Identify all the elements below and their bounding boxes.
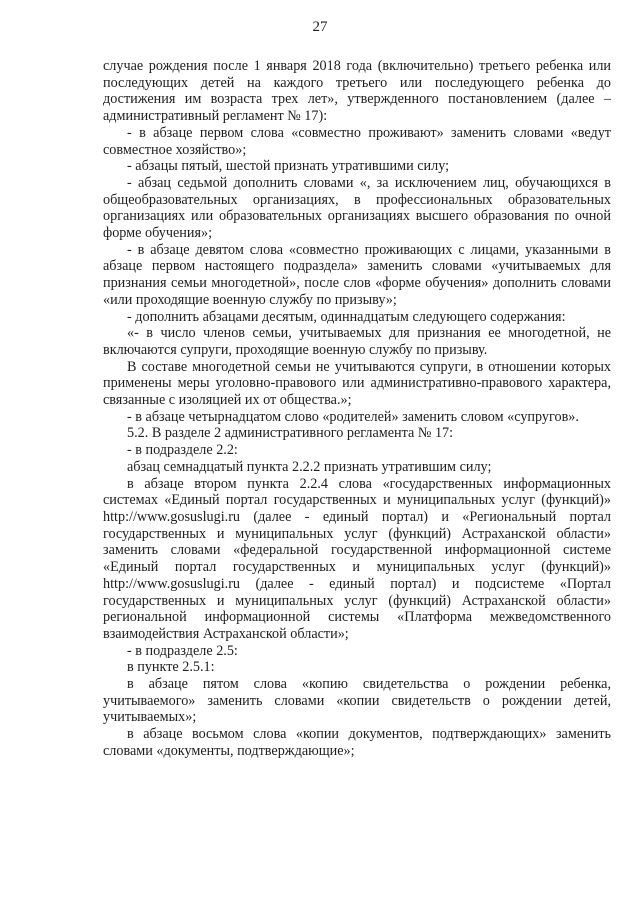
paragraph: в абзаце пятом слова «копию свидетельства о рождении ребенка, учитываемого» заменить словами «копии свидетельств о рождении детей, учитываемых»;: [103, 676, 611, 726]
paragraph: - в подразделе 2.2:: [127, 442, 238, 459]
paragraph: абзац семнадцатый пункта 2.2.2 признать утратившим силу;: [127, 458, 492, 475]
paragraph: «- в число членов семьи, учитываемых для признания ее многодетной, не включаются супруги, проходящие военную службу по призыву.: [103, 325, 611, 358]
paragraph: - в абзаце четырнадцатом слово «родителей» заменить словом «супругов».: [127, 408, 579, 425]
page-number: 27: [312, 19, 328, 35]
document-body: [103, 58, 611, 760]
section-heading: 5.2. В разделе 2 административного регламента № 17:: [127, 425, 454, 442]
paragraph: случае рождения после 1 января 2018 года (включительно) третьего ребенка или последующих детей на каждого третьего или последующего ребенка до достижения им возраста трех лет», утвержденного постановлением (далее – административный регламент № 17):: [103, 58, 611, 125]
paragraph: в абзаце восьмом слова «копии документов, подтверждающих» заменить словами «документы, подтверждающие»;: [103, 726, 611, 759]
paragraph: в пункте 2.5.1:: [127, 659, 215, 676]
paragraph: - абзац седьмой дополнить словами «, за исключением лиц, обучающихся в общеобразовательных организациях, в профессиональных образовательных организациях или образовательных организациях высшего образования по очной форме обучения»;: [103, 174, 611, 242]
paragraph: - дополнить абзацами десятым, одиннадцатым следующего содержания:: [127, 308, 566, 325]
paragraph: - абзацы пятый, шестой признать утратившими силу;: [127, 158, 450, 175]
paragraph: В составе многодетной семьи не учитываются супруги, в отношении которых применены меры уголовно-правового или административно-правового характера, связанные с изоляцией их от общества.»;: [103, 358, 611, 409]
paragraph: - в абзаце первом слова «совместно проживают» заменить словами «ведут совместное хозяйство»;: [103, 124, 611, 158]
paragraph: в абзаце втором пункта 2.2.4 слова «государственных информационных системах «Единый портал государственных и муниципальных услуг (функций)» http://www.gosuslugi.ru (далее - единый портал) и «Региональный портал государственных и муниципальных услуг (функций) Астраханской области» заменить словами «федеральной государственной информационной системе «Единый портал государственных и муниципальных услуг (функций)» http://www.gosuslugi.ru (далее - единый портал) и подсистеме «Портал государственных и муниципальных услуг (функций) Астраханской области» региональной информационной системы «Платформа межведомственного взаимодействия Астраханской области»;: [103, 475, 611, 642]
paragraph: - в подразделе 2.5:: [127, 642, 238, 659]
paragraph: - в абзаце девятом слова «совместно проживающих с лицами, указанными в абзаце первом настоящего подраздела» заменить словами «учитываемых для признания семьи многодетной», после слов «форме обучения» дополнить словами «или проходящие военную службу по призыву»;: [103, 241, 611, 308]
